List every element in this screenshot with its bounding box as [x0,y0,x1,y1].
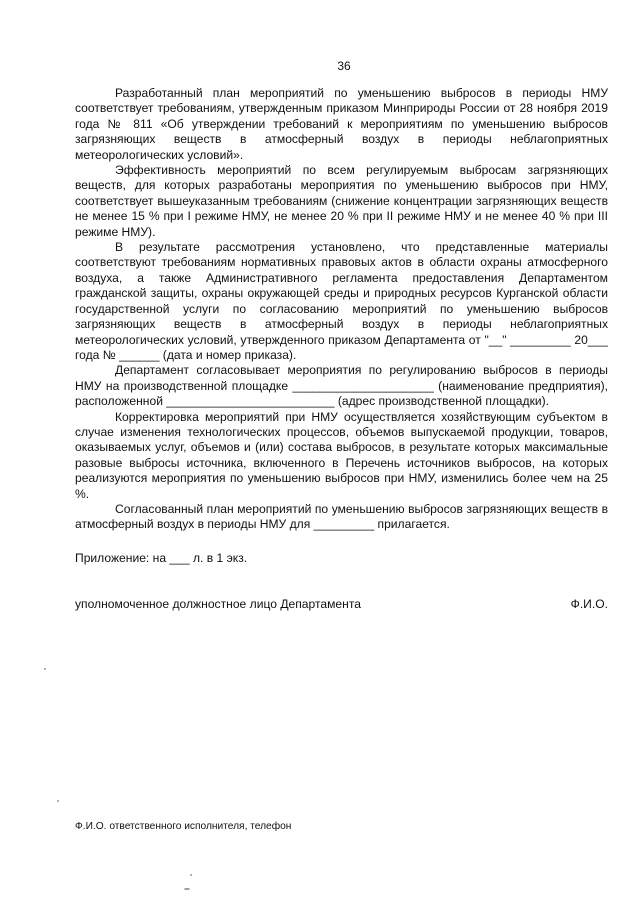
scan-speck [57,800,59,802]
attachment-line: Приложение: на ___ л. в 1 экз. [75,551,248,565]
paragraph-plan-compliance: Разработанный план мероприятий по уменьшению выбросов в периоды НМУ соответствует требованиям, утвержденным приказом Минприроды России от 28 ноября 2019 года № 811 «Об утверждении требований к мероприятиям по уменьшению выбросов загрязняющих веществ в атмосферный воздух в периоды неблагоприятных метеорологических условий». [75,86,608,162]
scan-speck [184,888,190,890]
signatory-name: Ф.И.О. [570,597,608,611]
paragraph-effectiveness: Эффективность мероприятий по всем регулируемым выбросам загрязняющих веществ, для которых разработаны мероприятия по уменьшению выбросов при НМУ, соответствует вышеуказанным требованиям (снижение концентрации загрязняющих веществ не менее 15 % при I режиме НМУ, не менее 20 % при II режиме НМУ и не менее 40 % при III режиме НМУ). [75,163,608,239]
scan-speck [190,874,192,876]
paragraph-approval: Департамент согласовывает мероприятия по регулированию выбросов в периоды НМУ на производственной площадке _____________________ (наименование предприятия), расположенной _________________________ (адрес производственной площадки). [75,363,608,409]
paragraph-correction: Корректировка мероприятий при НМУ осуществляется хозяйствующим субъектом в случае изменения технологических процессов, объемов выпускаемой продукции, товаров, оказываемых услуг, объемов и (или) состава выбросов, в результате которых максимальные разовые выбросы источника, включенного в Перечень источников выбросов, на которых реализуются мероприятия по уменьшению выбросов при НМУ, изменились более чем на 25 %. [75,409,608,501]
executor-note: Ф.И.О. ответственного исполнителя, телефон [75,821,292,832]
document-body [75,86,608,533]
page-number: 36 [337,59,351,73]
paragraph-review-result: В результате рассмотрения установлено, что представленные материалы соответствуют требованиям нормативных правовых актов в области охраны атмосферного воздуха, а также Административного регламента предоставления Департаментом гражданской защиты, охраны окружающей среды и природных ресурсов Курганской области государственной услуги по согласованию мероприятий по уменьшению выбросов загрязняющих веществ в атмосферный воздух в периоды неблагоприятных метеорологических условий, утвержденного приказом Департамента от "__" _________ 20___ года № ______ (дата и номер приказа). [75,240,608,362]
scan-speck [44,668,46,670]
signatory-position: уполномоченное должностное лицо Департамента [75,597,361,611]
paragraph-attached-plan: Согласованный план мероприятий по уменьшению выбросов загрязняющих веществ в атмосферный воздух в периоды НМУ для _________ прилагается. [75,501,608,532]
